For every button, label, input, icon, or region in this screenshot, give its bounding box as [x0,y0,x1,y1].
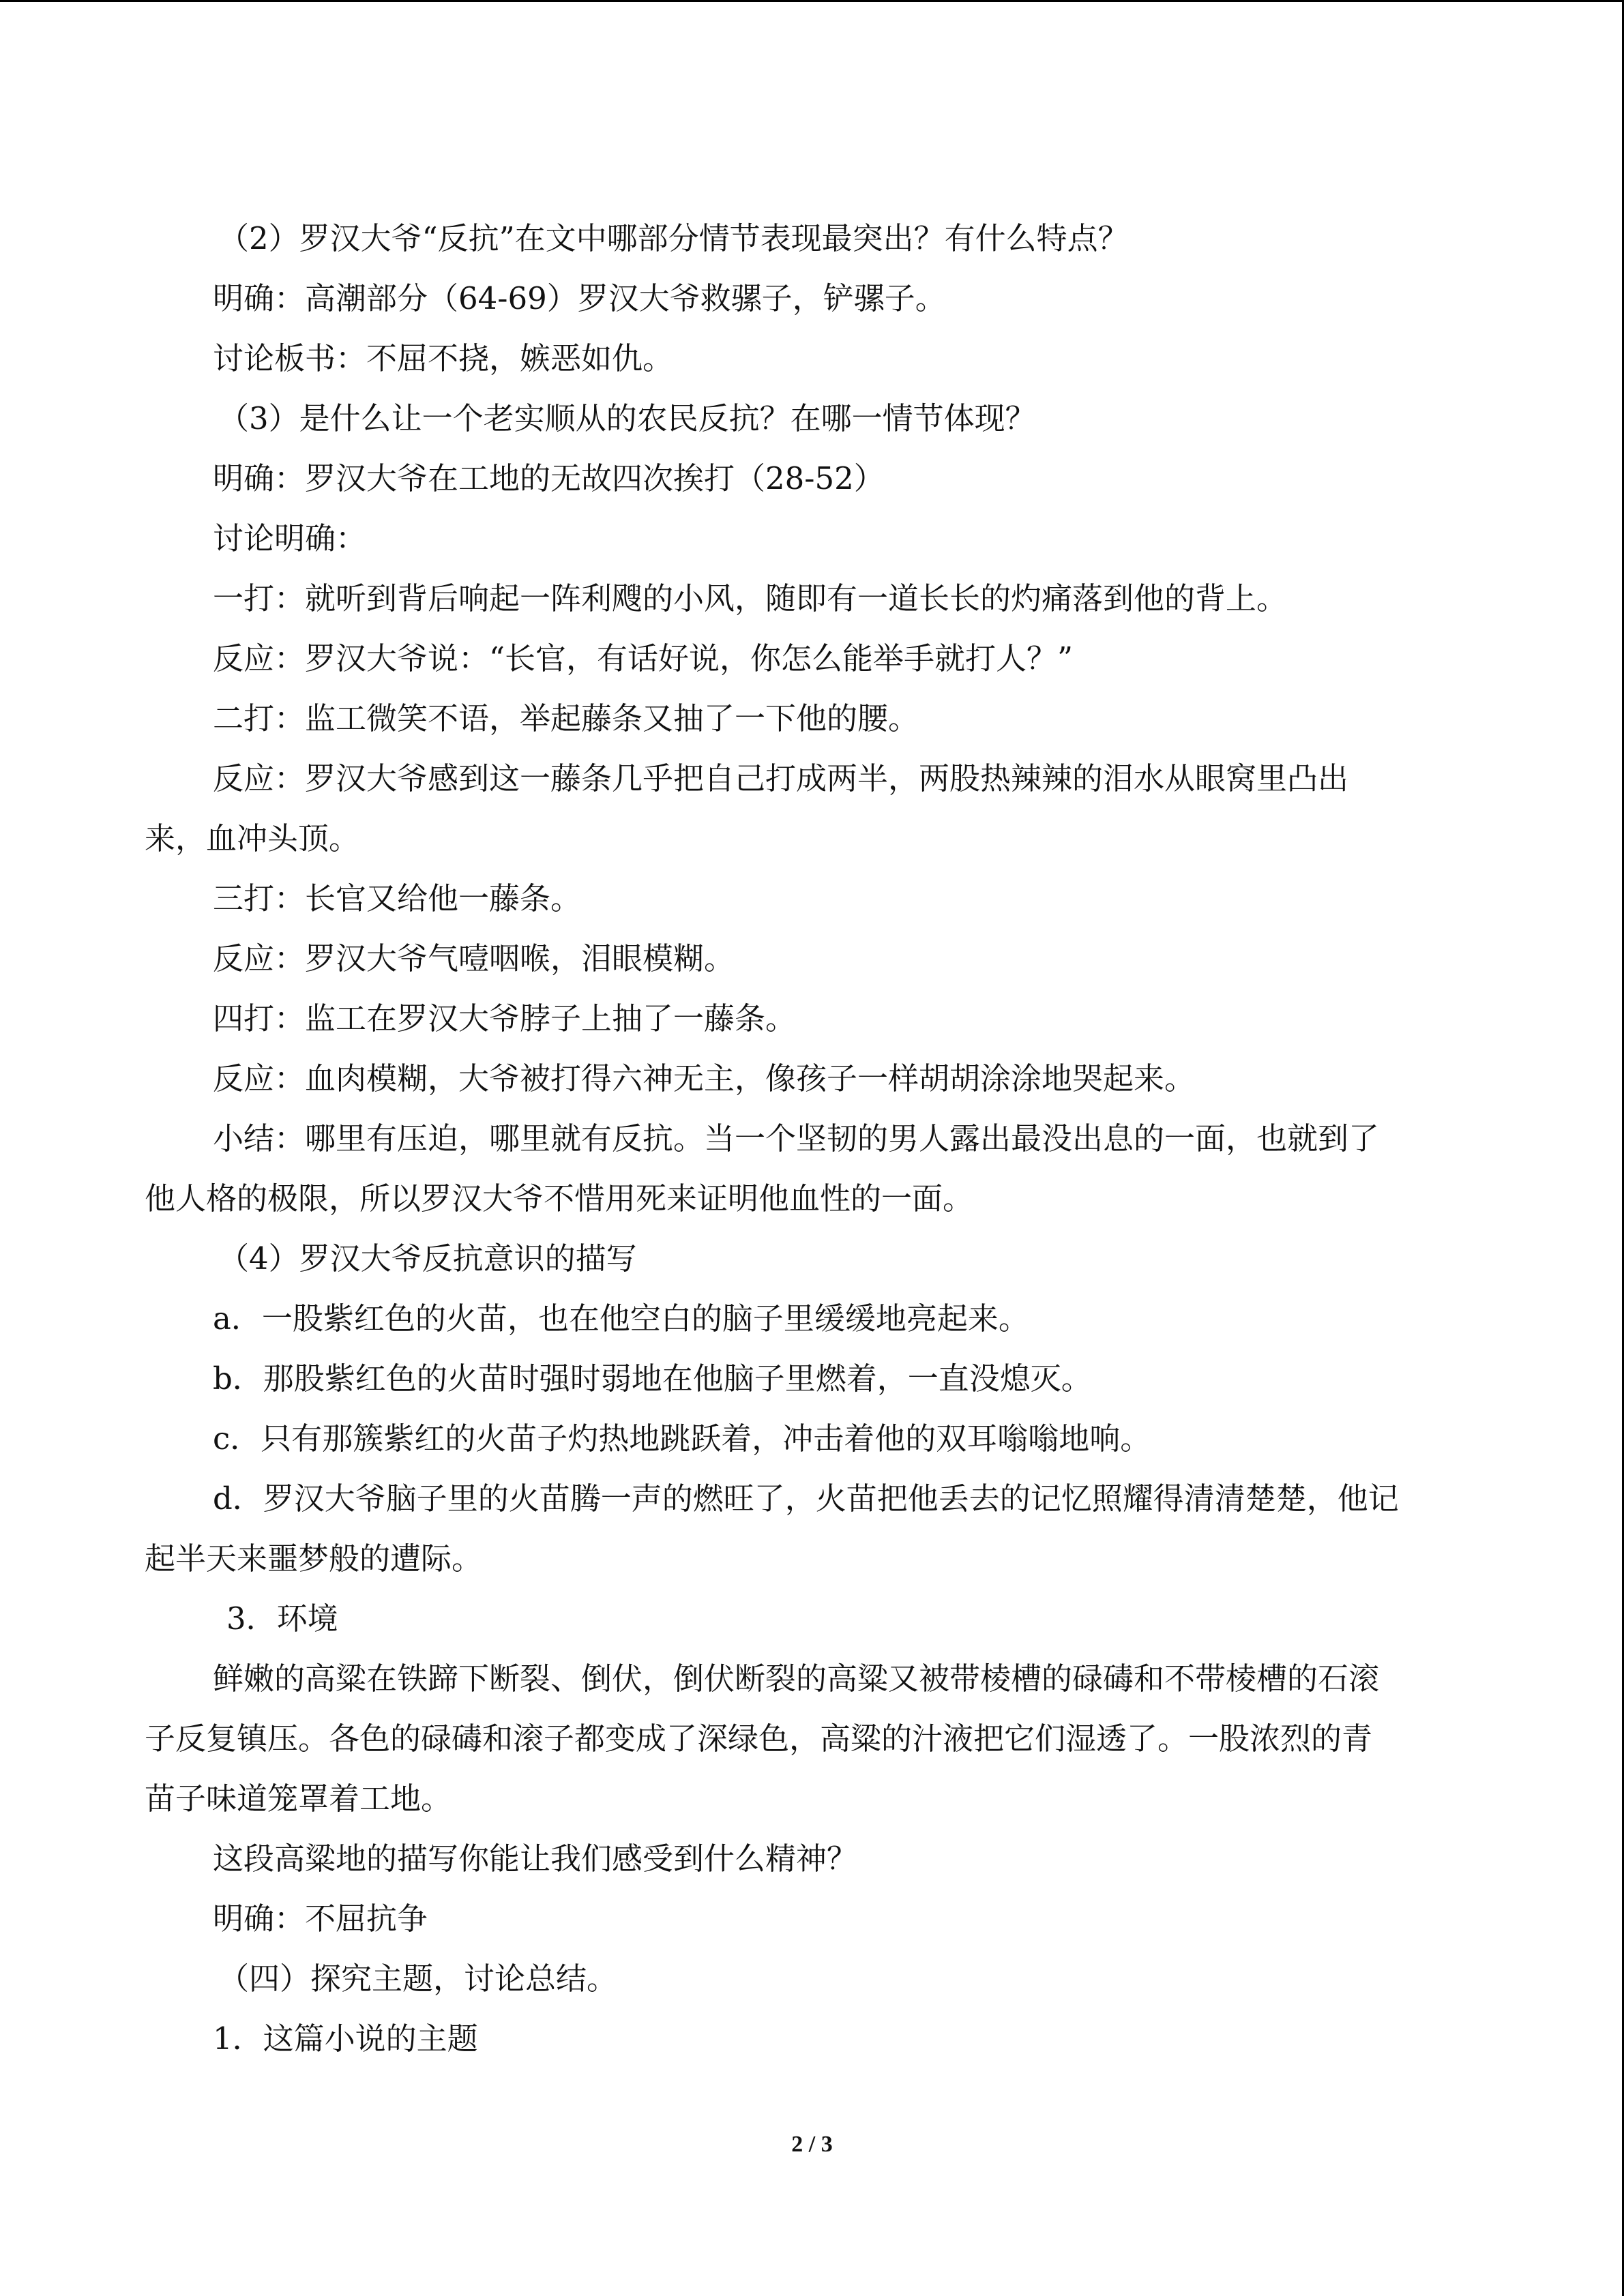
text-line: 苗子味道笼罩着工地。 [145,1780,452,1817]
text-line: 这段高粱地的描写你能让我们感受到什么精神？ [213,1840,858,1877]
text-line: 子反复镇压。各色的碌碡和滚子都变成了深绿色，高粱的汁液把它们湿透了。一股浓烈的青 [145,1720,1373,1757]
page-number: 2 / 3 [791,2132,833,2157]
text-line: 四打：监工在罗汉大爷脖子上抽了一藤条。 [213,1000,797,1037]
text-line: 1．这篇小说的主题 [213,2021,478,2057]
text-line: 讨论明确： [213,520,367,556]
text-line: 反应：罗汉大爷说：“长官，有话好说，你怎么能举手就打人？” [213,640,1074,676]
text-line: 三打：长官又给他一藤条。 [213,880,582,916]
text-line: 起半天来噩梦般的遭际。 [145,1540,483,1577]
text-line: 明确：不屈抗争 [213,1900,428,1937]
text-line: 反应：罗汉大爷感到这一藤条几乎把自己打成两半，两股热辣辣的泪水从眼窝里凸出 [213,760,1349,796]
text-line: 鲜嫩的高粱在铁蹄下断裂、倒伏，倒伏断裂的高粱又被带棱槽的碌碡和不带棱槽的石滚 [213,1660,1380,1697]
text-line: c．只有那簇紫红的火苗子灼热地跳跃着，冲击着他的双耳嗡嗡地响。 [213,1420,1151,1457]
text-line: d．罗汉大爷脑子里的火苗腾一声的燃旺了，火苗把他丢去的记忆照耀得清清楚楚，他记 [213,1480,1399,1517]
text-line: 一打：就听到背后响起一阵利飕的小风，随即有一道长长的灼痛落到他的背上。 [213,580,1288,616]
text-line: b．那股紫红色的火苗时强时弱地在他脑子里燃着，一直没熄灭。 [213,1360,1092,1397]
text-line: （4）罗汉大爷反抗意识的描写 [218,1240,637,1277]
text-line: 小结：哪里有压迫，哪里就有反抗。当一个坚韧的男人露出最没出息的一面，也就到了 [213,1120,1380,1157]
text-line: （2）罗汉大爷“反抗”在文中哪部分情节表现最突出？有什么特点？ [218,220,1129,256]
text-line: a．一股紫红色的火苗，也在他空白的脑子里缓缓地亮起来。 [213,1300,1029,1337]
text-line: 他人格的极限，所以罗汉大爷不惜用死来证明他血性的一面。 [145,1180,974,1217]
section-heading: （四）探究主题，讨论总结。 [218,1960,618,1997]
text-line: 明确：高潮部分（64-69）罗汉大爷救骡子，铲骡子。 [213,280,946,316]
text-line: 二打：监工微笑不语，举起藤条又抽了一下他的腰。 [213,700,919,736]
text-line: 明确：罗汉大爷在工地的无故四次挨打（28-52） [213,460,885,496]
text-line: 反应：血肉模糊，大爷被打得六神无主，像孩子一样胡胡涂涂地哭起来。 [213,1060,1196,1097]
section-heading: 3．环境 [226,1600,338,1637]
text-line: 讨论板书：不屈不挠，嫉恶如仇。 [213,340,674,376]
text-line: 反应：罗汉大爷气噎咽喉，泪眼模糊。 [213,940,735,976]
document-body [145,209,1475,2069]
text-line: （3）是什么让一个老实顺从的农民反抗？在哪一情节体现？ [218,400,1036,436]
text-line: 来，血冲头顶。 [145,820,360,856]
